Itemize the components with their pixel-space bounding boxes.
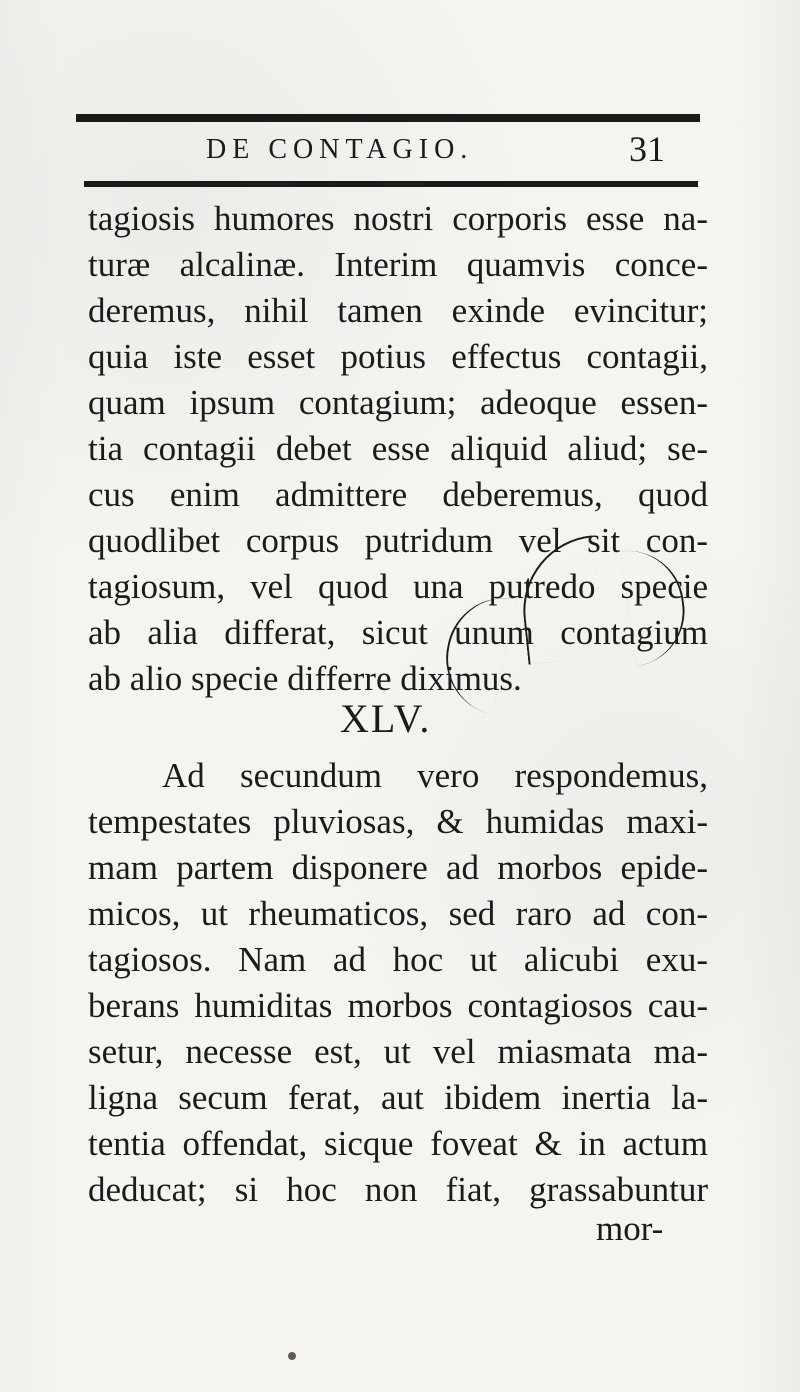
section-heading: XLV. (340, 696, 432, 741)
text-line: mam partem disponere ad morbos epide- (88, 848, 708, 887)
text-line: quam ipsum contagium; adeoque essen- (88, 383, 708, 422)
text-line: deducat; si hoc non fiat, grassabuntur (88, 1170, 708, 1209)
text-line: micos, ut rheumaticos, sed raro ad con- (88, 894, 708, 933)
text-block-2 (88, 753, 708, 1213)
page-speck (288, 1352, 296, 1360)
running-title: DE CONTAGIO. (206, 134, 474, 165)
header-top-rule (76, 114, 700, 122)
page-number: 31 (629, 129, 665, 169)
text-line: tia contagii debet esse aliquid aliud; se- (88, 429, 708, 468)
text-line: tagiosis humores nostri corporis esse na- (88, 199, 708, 238)
text-line: quia iste esset potius effectus contagii, (88, 337, 708, 376)
text-line: ab alia differat, sicut unum contagium (88, 613, 708, 652)
text-line: ligna secum ferat, aut ibidem inertia la- (88, 1078, 708, 1117)
text-line: cus enim admittere deberemus, quod (88, 475, 708, 514)
text-line: berans humiditas morbos contagiosos cau- (88, 986, 708, 1025)
text-line: tentia offendat, sicque foveat & in actum (88, 1124, 708, 1163)
text-line: tagiosum, vel quod una putredo specie (88, 567, 708, 606)
text-block-1 (88, 196, 708, 702)
text-line: tagiosos. Nam ad hoc ut alicubi exu- (88, 940, 708, 979)
text-line: tempestates pluviosas, & humidas maxi- (88, 802, 708, 841)
text-line: Ad secundum vero respondemus, (162, 756, 708, 795)
text-line: setur, necesse est, ut vel miasmata ma- (88, 1032, 708, 1071)
text-line: quodlibet corpus putridum vel sit con- (88, 521, 708, 560)
header-bottom-rule (84, 181, 698, 187)
catchword: mor- (596, 1209, 664, 1248)
text-line: turæ alcalinæ. Interim quamvis conce- (88, 245, 708, 284)
text-line: deremus, nihil tamen exinde evincitur; (88, 291, 708, 330)
text-line: ab alio specie differre diximus. (88, 659, 522, 698)
